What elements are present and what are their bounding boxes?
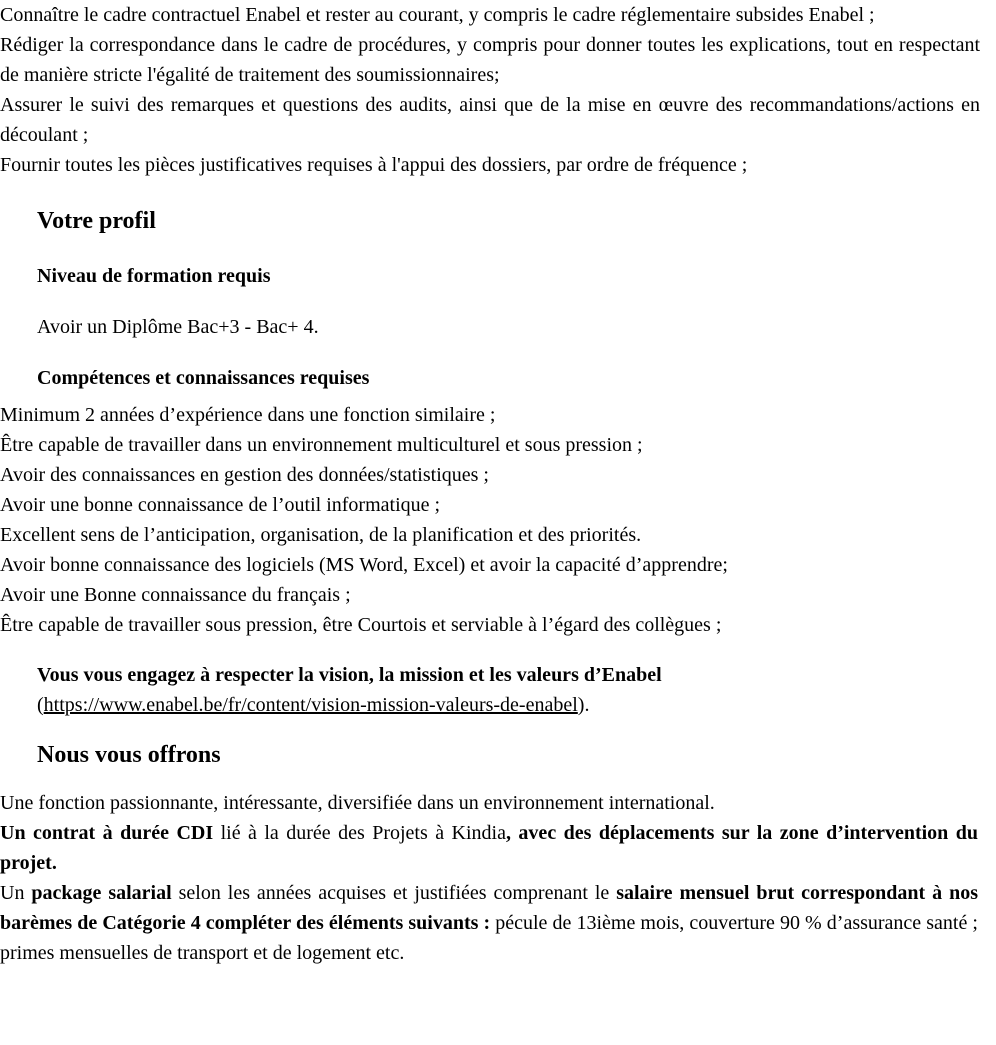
text-run: Un: [0, 882, 32, 904]
list-item: [0, 150, 996, 180]
text-run: Une fonction passionnante, intéressante, diversifiée dans un environnement international.: [0, 792, 715, 814]
list-item-text: Assurer le suivi des remarques et questions des audits, ainsi que de la mise en œuvre des recommandations/actions en découlant ;: [0, 94, 980, 146]
list-item: [0, 0, 996, 30]
text-run-bold: salaire mensuel brut correspondant à nos barèmes de Catégorie 4 compléter des éléments suivants :: [0, 882, 978, 934]
list-item-text: Fournir toutes les pièces justificatives requises à l'appui des dossiers, par ordre de fréquence ;: [0, 154, 748, 176]
spacer: [0, 236, 996, 262]
spacer: [0, 720, 996, 740]
list-item: [0, 580, 996, 610]
skills-list: [0, 400, 996, 640]
list-item-text: Avoir une bonne connaissance de l’outil informatique ;: [0, 494, 441, 516]
list-item-text: Avoir des connaissances en gestion des données/statistiques ;: [0, 464, 489, 486]
tasks-list: [0, 0, 996, 180]
spacer: [0, 770, 996, 788]
text-run: pécule de 13ième mois, couverture 90 % d’assurance santé ; primes mensuelles de transport et de logement etc.: [0, 912, 978, 964]
list-item-text: [0, 792, 715, 814]
list-item-text: Être capable de travailler dans un environnement multiculturel et sous pression ;: [0, 434, 643, 456]
list-item: [0, 400, 996, 430]
spacer: [0, 180, 996, 206]
list-item-text: Minimum 2 années d’expérience dans une fonction similaire ;: [0, 404, 496, 426]
list-item: [0, 610, 996, 640]
text-run-bold: , avec des déplacements sur la zone d’intervention du projet.: [0, 822, 978, 874]
list-item-text: [0, 822, 978, 874]
list-item-text: Rédiger la correspondance dans le cadre de procédures, y compris pour donner toutes les explications, tout en respectant de manière stricte l'égalité de traitement des soumissionnaires;: [0, 34, 980, 86]
vision-mission-values-link[interactable]: https://www.enabel.be/fr/content/vision-mission-valeurs-de-enabel: [43, 694, 578, 716]
education-heading: Niveau de formation requis: [37, 265, 271, 287]
list-item-text: Excellent sens de l’anticipation, organisation, de la planification et des priorités.: [0, 524, 642, 546]
list-item: [0, 520, 996, 550]
values-commitment-bold: Vous vous engagez à respecter la vision, la mission et les valeurs d’Enabel: [37, 664, 662, 686]
skills-heading: Compétences et connaissances requises: [37, 367, 370, 389]
list-item-text: Être capable de travailler sous pression, être Courtois et serviable à l’égard des collègues ;: [0, 614, 722, 636]
text-run-bold: package salarial: [31, 882, 172, 904]
list-item-text: Avoir une Bonne connaissance du français ;: [0, 584, 351, 606]
text-run: selon les années acquises et justifiées comprenant le: [171, 882, 617, 904]
list-item: [0, 460, 996, 490]
spacer: [0, 392, 996, 400]
list-item: [0, 818, 996, 878]
values-commitment-paragraph: [37, 660, 980, 720]
list-item: [0, 430, 996, 460]
offer-list: [0, 788, 996, 968]
close-paren: ).: [577, 694, 590, 716]
list-item-text: [0, 882, 978, 964]
offer-heading: Nous vous offrons: [37, 742, 221, 768]
spacer: [0, 342, 996, 364]
list-item: [0, 788, 996, 818]
list-item: [0, 30, 996, 90]
spacer: [0, 640, 996, 660]
profile-heading: Votre profil: [37, 208, 156, 234]
list-item: [0, 550, 996, 580]
list-item-text: Avoir bonne connaissance des logiciels (MS Word, Excel) et avoir la capacité d’apprendre;: [0, 554, 728, 576]
list-item: [0, 490, 996, 520]
open-paren: (: [37, 694, 44, 716]
text-run-bold: Un contrat à durée CDI: [0, 822, 214, 844]
list-item: [0, 90, 996, 150]
list-item-text: Connaître le cadre contractuel Enabel et rester au courant, y compris le cadre réglementaire subsides Enabel ;: [0, 4, 875, 26]
text-run: lié à la durée des Projets à Kindia: [213, 822, 506, 844]
spacer: [0, 290, 996, 312]
list-item: [0, 878, 996, 968]
education-text: Avoir un Diplôme Bac+3 - Bac+ 4.: [37, 316, 319, 338]
